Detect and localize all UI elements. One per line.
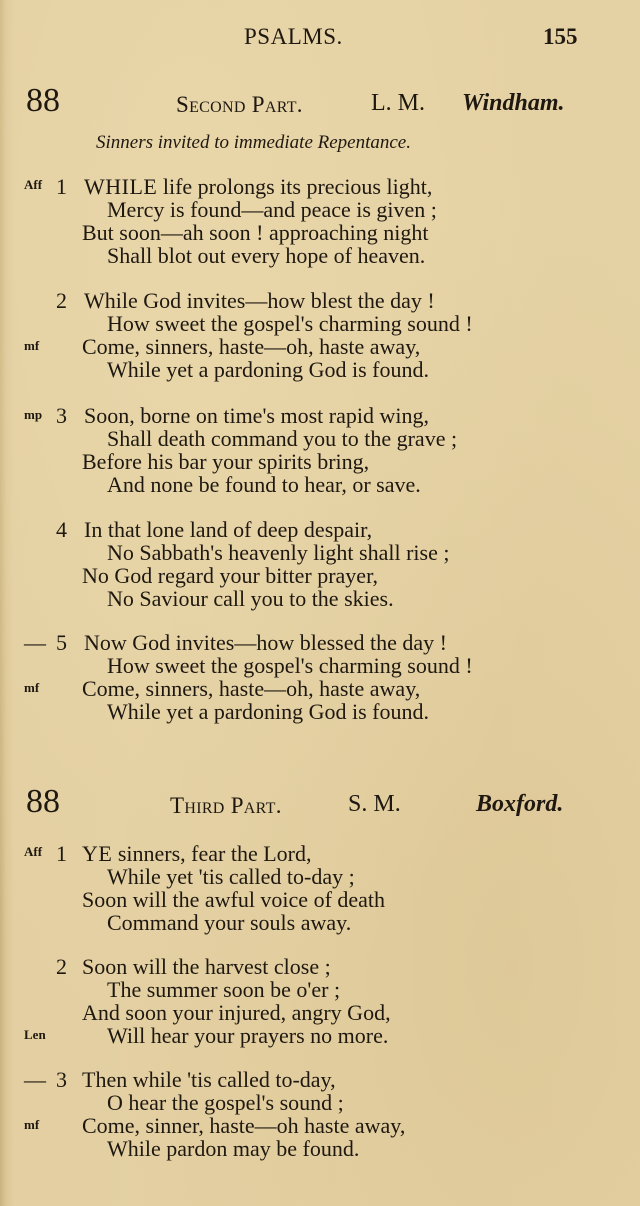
verse-line: Come, sinners, haste—oh, haste away,: [82, 334, 421, 359]
page-number: 155: [543, 24, 578, 49]
meter: L. M.: [371, 90, 425, 116]
verse-line: Then while 'tis called to-day,: [82, 1067, 336, 1092]
dynamic-marking: Aff: [24, 177, 43, 192]
meter: S. M.: [348, 791, 401, 817]
repeat-dash: —: [24, 1067, 46, 1092]
verse-line: And none be found to hear, or save.: [107, 472, 421, 497]
verse-number: 1: [56, 174, 67, 199]
verse-line: How sweet the gospel's charming sound !: [107, 311, 473, 336]
verse-line: While yet a pardoning God is found.: [107, 699, 429, 724]
verse-line: No Sabbath's heavenly light shall rise ;: [107, 540, 450, 565]
running-title: PSALMS.: [244, 24, 343, 49]
verse-line: Soon, borne on time's most rapid wing,: [84, 403, 429, 428]
verse-line: While pardon may be found.: [107, 1136, 360, 1161]
dynamic-marking: mf: [24, 1117, 40, 1132]
part-title: Second Part.: [176, 92, 303, 117]
running-head: [0, 24, 640, 54]
verse-line: Now God invites—how blessed the day !: [84, 630, 447, 655]
dynamic-marking: mp: [24, 407, 43, 422]
verse-number: 2: [56, 288, 67, 313]
verse-line: O hear the gospel's sound ;: [107, 1090, 344, 1115]
verse-line: No God regard your bitter prayer,: [82, 563, 379, 588]
verse-line: WHILE life prolongs its precious light,: [84, 174, 433, 199]
verse-line: No Saviour call you to the skies.: [107, 586, 394, 611]
dynamic-marking: mf: [24, 338, 40, 353]
verse-line: Come, sinner, haste—oh haste away,: [82, 1113, 406, 1138]
dynamic-marking: Len: [24, 1027, 46, 1042]
verse-line: And soon your injured, angry God,: [82, 1000, 391, 1025]
verse-line: YE sinners, fear the Lord,: [82, 841, 312, 866]
hymn-number: 88: [26, 82, 60, 119]
verse-line: While God invites—how blest the day !: [84, 288, 435, 313]
hymn-header-third-part: [0, 783, 640, 823]
hymn-number: 88: [26, 783, 60, 820]
verse-line: Soon will the awful voice of death: [82, 887, 386, 912]
verse-number: 4: [56, 517, 67, 542]
tune-name: Windham.: [462, 90, 565, 116]
verse-line: Command your souls away.: [107, 910, 352, 935]
hymn-header-second-part: [0, 82, 640, 122]
verse-line: Soon will the harvest close ;: [82, 954, 331, 979]
verse-line: The summer soon be o'er ;: [107, 977, 341, 1002]
verse-line: Shall blot out every hope of heaven.: [107, 243, 426, 268]
dynamic-marking: Aff: [24, 844, 43, 859]
verse-line: In that lone land of deep despair,: [84, 517, 373, 542]
verse-line: While yet a pardoning God is found.: [107, 357, 429, 382]
verse-line: Come, sinners, haste—oh, haste away,: [82, 676, 421, 701]
verse-line: Will hear your prayers no more.: [107, 1023, 389, 1048]
part-title: Third Part.: [170, 793, 282, 818]
verse-line: Before his bar your spirits bring,: [82, 449, 370, 474]
tune-name: Boxford.: [476, 791, 564, 817]
verse-line: Shall death command you to the grave ;: [107, 426, 458, 451]
verse-line: But soon—ah soon ! approaching night: [82, 220, 429, 245]
verse-number: 3: [56, 403, 67, 428]
verse-line: Mercy is found—and peace is given ;: [107, 197, 437, 222]
repeat-dash: —: [24, 630, 46, 655]
hymn-subtitle: Sinners invited to immediate Repentance.: [96, 132, 411, 153]
verse-line: While yet 'tis called to-day ;: [107, 864, 355, 889]
verse-number: 2: [56, 954, 67, 979]
verse-number: 1: [56, 841, 67, 866]
verse-number: 3: [56, 1067, 67, 1092]
verse-line: How sweet the gospel's charming sound !: [107, 653, 473, 678]
verse-number: 5: [56, 630, 67, 655]
dynamic-marking: mf: [24, 680, 40, 695]
